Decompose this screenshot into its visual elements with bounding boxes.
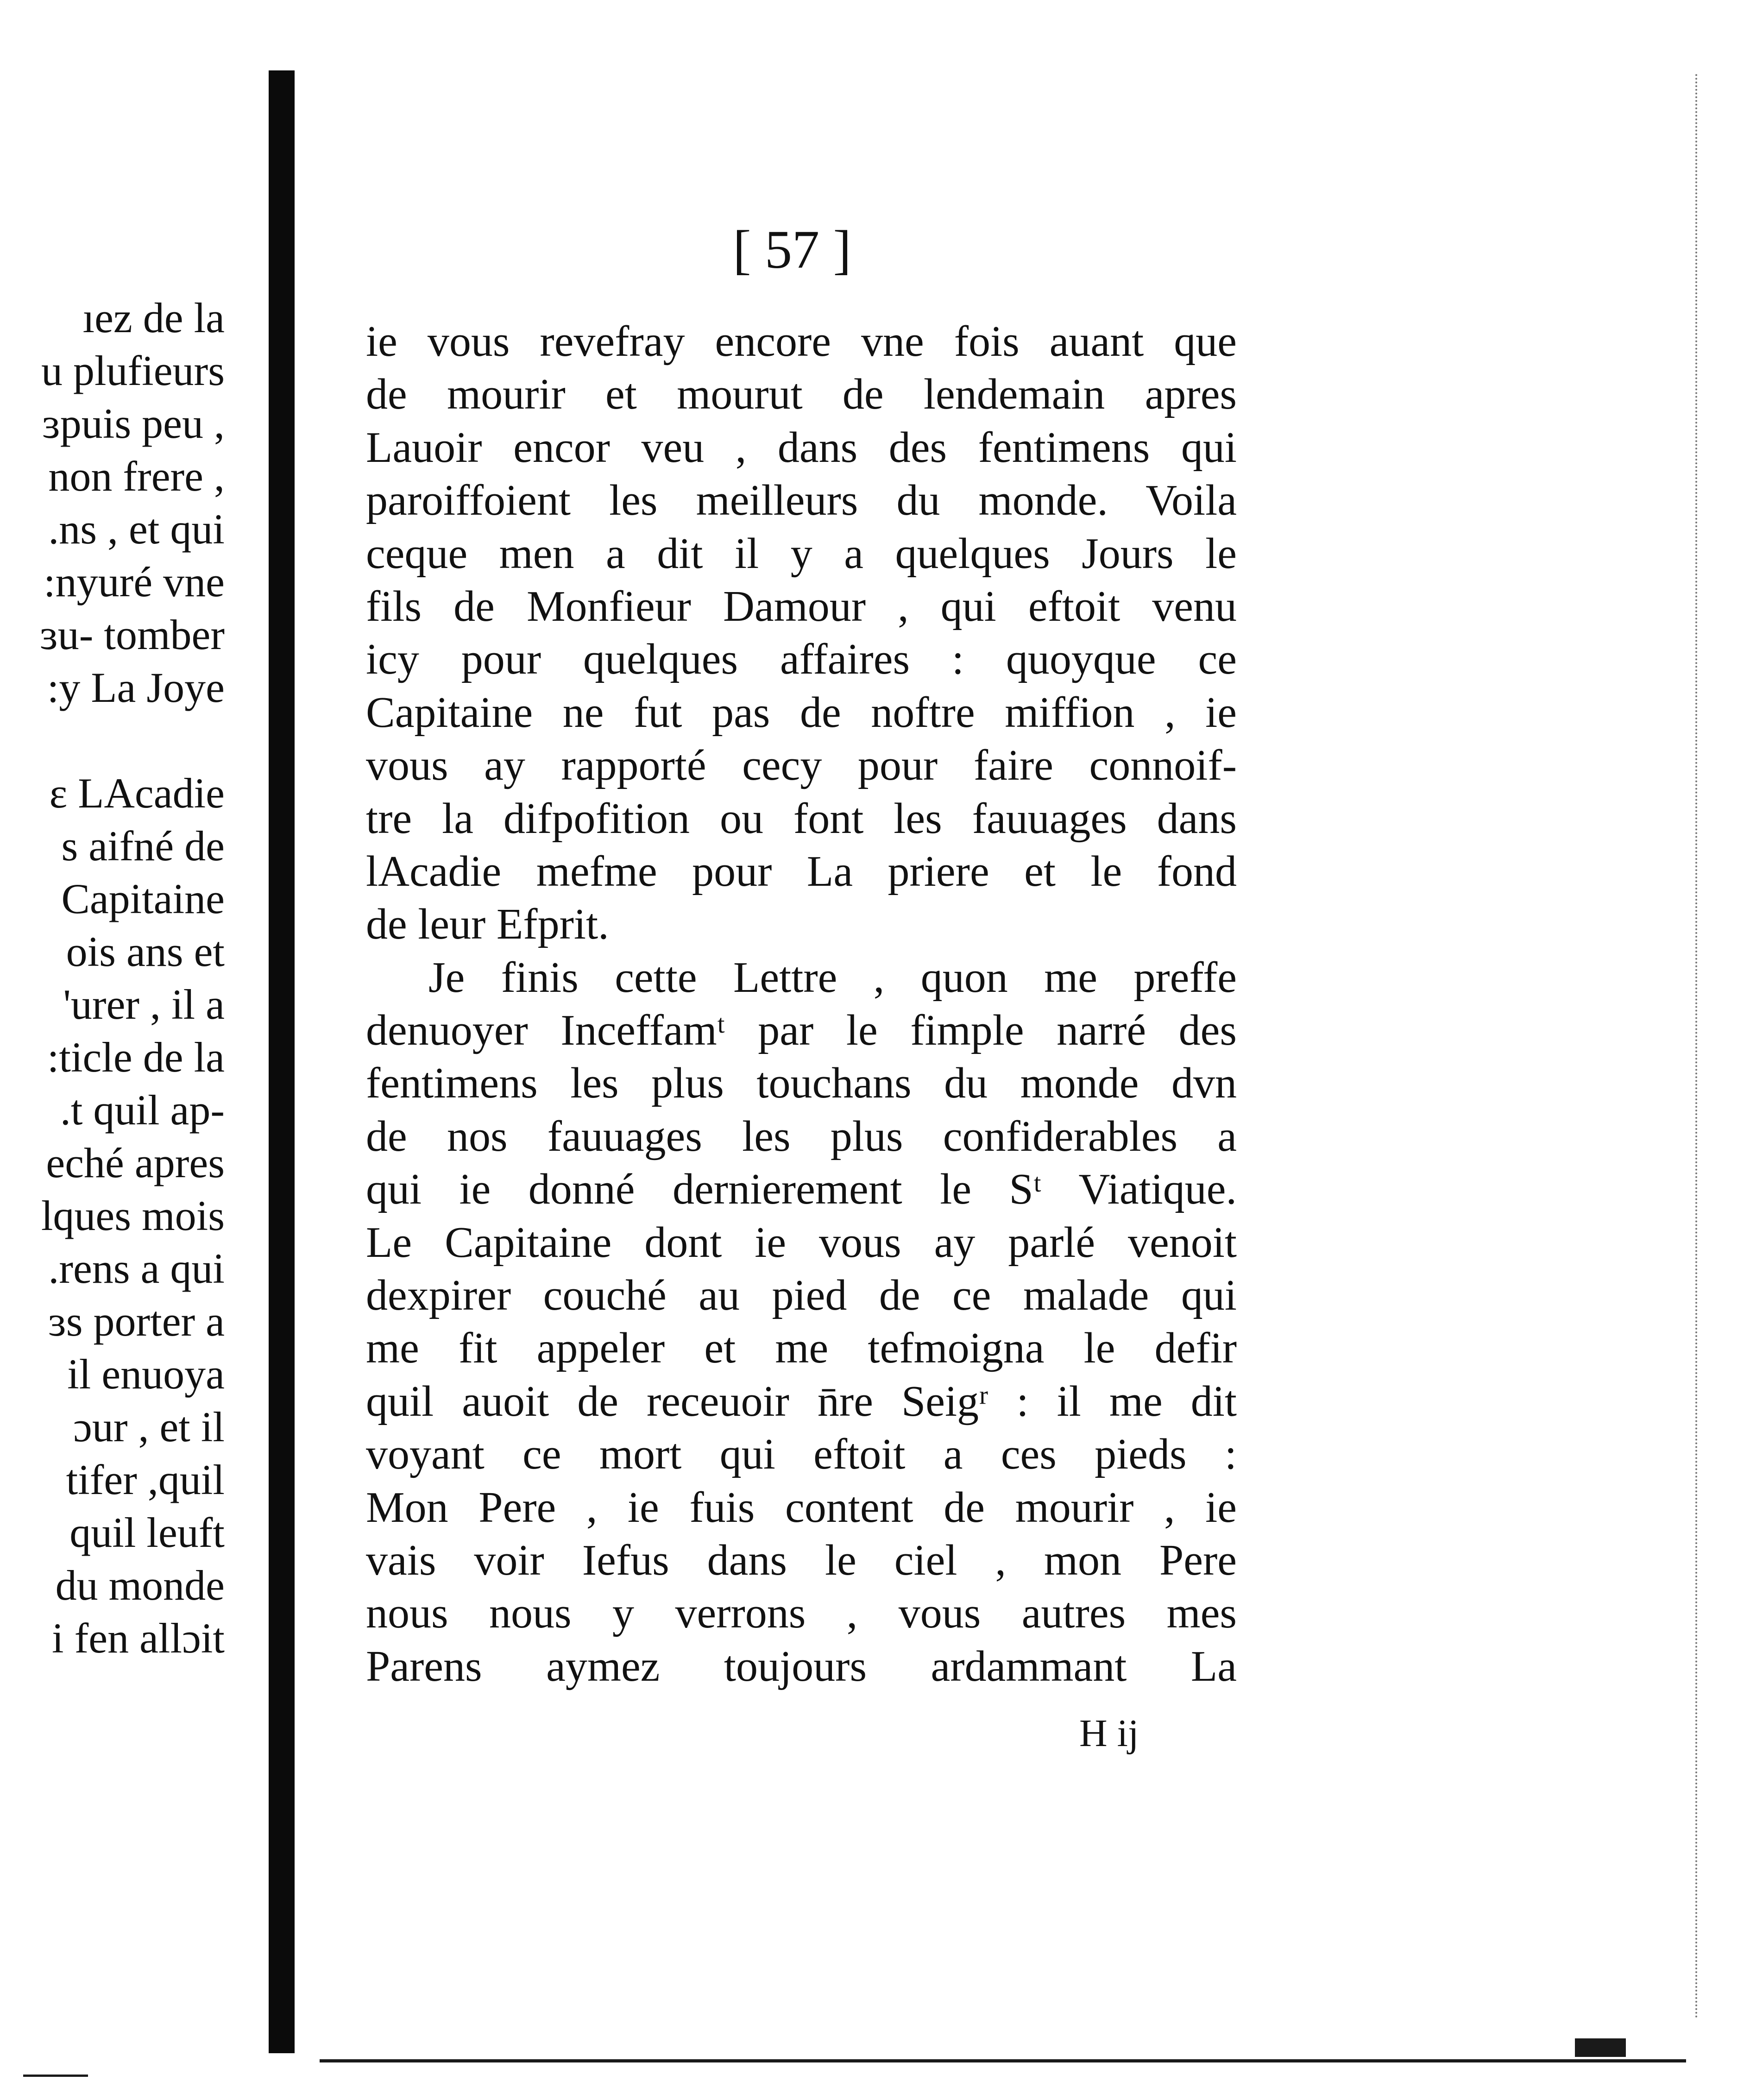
prev-line: s aifné de	[61, 822, 225, 870]
text-line: de mourir et mourut de lendemain apres	[366, 370, 1237, 419]
text-line: Le Capitaine dont ie vous ay parlé venoit	[366, 1218, 1237, 1267]
text-line: Je finis cette Lettre , quon me preffe	[428, 953, 1237, 1002]
prev-line: :ticle de la	[47, 1034, 225, 1081]
binding-gutter	[269, 70, 295, 2053]
prev-line: ɜu- tomber	[40, 611, 225, 658]
text-line: icy pour quelques affaires : quoyque ce	[366, 635, 1237, 684]
prev-line: lques mois	[41, 1192, 225, 1239]
text-line: paroiffoient les meilleurs du monde. Voila	[366, 476, 1237, 525]
text-line: nous nous y verrons , vous autres mes	[366, 1589, 1237, 1638]
text-line: Capitaine ne fut pas de noftre miffion , ie	[366, 688, 1237, 737]
text-line: vous ay rapporté cecy pour faire connoif-	[366, 741, 1237, 790]
prev-line: ɛ LAcadie	[49, 769, 225, 817]
text-line: ie vous revefray encore vne fois auant que	[366, 317, 1237, 366]
prev-line: 'urer , il a	[63, 981, 225, 1028]
prev-line: ois ans et	[66, 928, 225, 975]
prev-line: .rens a qui	[48, 1245, 225, 1292]
previous-page-fragment	[0, 0, 259, 2100]
prev-line: du monde	[55, 1562, 225, 1609]
text-line: denuoyer Inceffamᵗ par le fimple narré des	[366, 1006, 1237, 1055]
text-line: dexpirer couché au pied de ce malade qui	[366, 1271, 1237, 1320]
prev-line: .t quil ap-	[60, 1086, 225, 1134]
text-line: Lauoir encor veu , dans des fentimens qui	[366, 423, 1237, 472]
page-edge-noise	[1695, 74, 1703, 2020]
prev-line: non frere ,	[48, 453, 225, 500]
text-line: fentimens les plus touchans du monde dvn	[366, 1059, 1237, 1108]
prev-line: ɜpuis peu ,	[42, 400, 225, 447]
text-line: voyant ce mort qui eftoit a ces pieds :	[366, 1430, 1237, 1479]
bottom-rule	[320, 2059, 1686, 2062]
prev-line: u plufieurs	[41, 347, 225, 394]
text-line: de leur Efprit.	[366, 900, 609, 949]
text-line: quil auoit de receuoir n̄re Seigʳ : il me dit	[366, 1377, 1237, 1425]
signature-mark: H ij	[1079, 1712, 1139, 1755]
text-line: Mon Pere , ie fuis content de mourir , ie	[366, 1483, 1237, 1532]
bottom-left-rule	[23, 2075, 88, 2077]
text-line: fils de Monfieur Damour , qui eftoit venu	[366, 582, 1237, 631]
text-line: lAcadie mefme pour La priere et le fond	[366, 847, 1237, 895]
prev-line: Capitaine	[61, 875, 225, 922]
prev-line: il enuoya	[67, 1350, 225, 1398]
text-line: Parens aymez toujours ardammant La	[366, 1642, 1237, 1690]
prev-line: ıez de la	[82, 294, 225, 341]
corner-mark	[1575, 2038, 1626, 2057]
text-line: de nos fauuages les plus confiderables a	[366, 1112, 1237, 1160]
text-line: qui ie donné dernierement le Sᵗ Viatique.	[366, 1165, 1237, 1214]
prev-line: eché apres	[46, 1139, 225, 1186]
prev-line: i fen allɔit	[52, 1614, 225, 1662]
prev-line: :nyuré vne	[44, 558, 225, 605]
prev-line: .ns , et qui	[48, 505, 225, 553]
prev-line: ɔur , et il	[73, 1403, 225, 1450]
text-line: ceque men a dit il y a quelques Jours le	[366, 529, 1237, 578]
text-line: vais voir Iefus dans le ciel , mon Pere	[366, 1536, 1237, 1584]
prev-line: quil leuft	[69, 1509, 225, 1556]
page-number: [ 57 ]	[733, 219, 851, 280]
prev-line: :y La Joye	[47, 664, 225, 711]
text-line: me fit appeler et me tefmoigna le defir	[366, 1324, 1237, 1373]
text-line: tre la difpofition ou font les fauuages dans	[366, 794, 1237, 843]
prev-line: tifer ,quil	[66, 1456, 225, 1503]
prev-line: ɜs porter a	[48, 1298, 225, 1345]
body-text	[366, 315, 1237, 1693]
